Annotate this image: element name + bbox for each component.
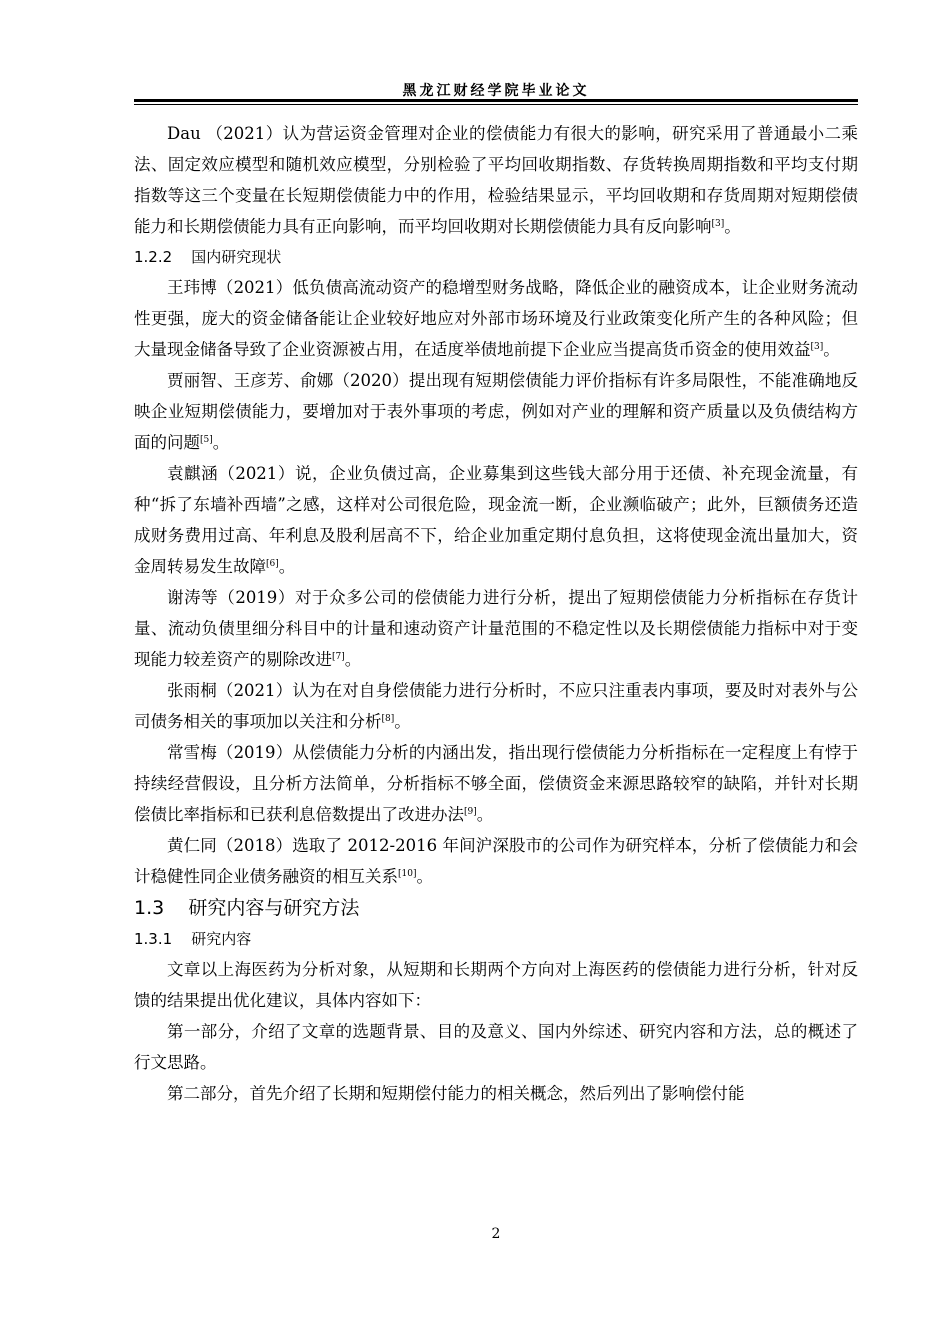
paragraph-text: 谢涛等（2019）对于众多公司的偿债能力进行分析，提出了短期偿债能力分析指标在存货计量、流动负债里细分科目中的计量和速动资产计量范围的不稳定性以及长期偿债能力指标中对于变现能力较差资产的剔除改进 bbox=[134, 588, 858, 669]
heading-number: 1.3 bbox=[134, 897, 165, 919]
subsection-heading-1-3-1 bbox=[134, 924, 858, 954]
paragraph-zhang: 张雨桐（2021）认为在对自身偿债能力进行分析时，不应只注重表内事项，要及时对表外与公司债务相关的事项加以关注和分析[8]。 bbox=[134, 681, 858, 731]
heading-number: 1.2.2 bbox=[134, 248, 173, 266]
citation-ref: [10] bbox=[398, 869, 417, 879]
subsection-heading-1-2-2 bbox=[134, 242, 858, 272]
citation-ref: [9] bbox=[464, 807, 477, 817]
paragraph-wang: 王玮博（2021）低负债高流动资产的稳增型财务战略，降低企业的融资成本，让企业财务流动性更强，庞大的资金储备能让企业较好地应对外部市场环境及行业政策变化所产生的各种风险；但大量现金储备导致了企业资源被占用，在适度举债地前提下企业应当提高货币资金的使用效益[3]。 bbox=[134, 278, 858, 359]
citation-ref: [6] bbox=[266, 559, 279, 569]
heading-title: 国内研究现状 bbox=[191, 248, 282, 266]
citation-ref: [3] bbox=[711, 219, 725, 229]
page-header-title: 黑龙江财经学院毕业论文 bbox=[402, 83, 590, 99]
paragraph-text: Dau （2021）认为营运资金管理对企业的偿债能力有很大的影响，研究采用了普通最小二乘法、固定效应模型和随机效应模型，分别检验了平均回收期指数、存货转换周期指数和平均支付期指数等这三个变量在长短期偿债能力中的作用，检验结果显示，平均回收期和存货周期对短期偿债能力和长期偿债能力具有正向影响，而平均回收期对长期偿债能力具有反向影响 bbox=[134, 124, 858, 236]
paragraph-text: 贾丽智、王彦芳、俞娜（2020）提出现有短期偿债能力评价指标有许多局限性，不能准确地反映企业短期偿债能力，要增加对于表外事项的考虑，例如对产业的理解和资产质量以及负债结构方面的问题 bbox=[134, 371, 858, 452]
header-rule-thick bbox=[134, 99, 858, 102]
heading-number: 1.3.1 bbox=[134, 930, 173, 948]
paragraph-part-two: 第二部分，首先介绍了长期和短期偿付能力的相关概念，然后列出了影响偿付能 bbox=[167, 1084, 745, 1103]
heading-title: 研究内容与研究方法 bbox=[188, 897, 360, 919]
paragraph-huang: 黄仁同（2018）选取了 2012-2016 年间沪深股市的公司作为研究样本，分析了偿债能力和会计稳健性同企业债务融资的相互关系[10]。 bbox=[134, 836, 858, 886]
paragraph-text: 黄仁同（2018）选取了 2012-2016 年间沪深股市的公司作为研究样本，分析了偿债能力和会计稳健性同企业债务融资的相互关系 bbox=[134, 836, 858, 886]
paragraph-yuan: 袁麒涵（2021）说，企业负债过高，企业募集到这些钱大部分用于还债、补充现金流量，有种“拆了东墙补西墙”之感，这样对公司很危险，现金流一断，企业濒临破产；此外，巨额债务还造成财务费用过高、年利息及股利居高不下，给企业加重定期付息负担，这将使现金流出量加大，资金周转易发生故障[6]。 bbox=[134, 464, 858, 576]
document-body bbox=[134, 118, 858, 1109]
section-heading-1-3 bbox=[134, 892, 858, 924]
paragraph-chang: 常雪梅（2019）从偿债能力分析的内涵出发，指出现行偿债能力分析指标在一定程度上有悖于持续经营假设，且分析方法简单，分析指标不够全面，偿债资金来源思路较窄的缺陷，并针对长期偿债比率指标和已获利息倍数提出了改进办法[9]。 bbox=[134, 743, 858, 824]
paragraph-text: 袁麒涵（2021）说，企业负债过高，企业募集到这些钱大部分用于还债、补充现金流量，有种“拆了东墙补西墙”之感，这样对公司很危险，现金流一断，企业濒临破产；此外，巨额债务还造成财务费用过高、年利息及股利居高不下，给企业加重定期付息负担，这将使现金流出量加大，资金周转易发生故障 bbox=[134, 464, 858, 576]
citation-ref: [7] bbox=[332, 652, 345, 662]
paragraph-dau: Dau （2021）认为营运资金管理对企业的偿债能力有很大的影响，研究采用了普通最小二乘法、固定效应模型和随机效应模型，分别检验了平均回收期指数、存货转换周期指数和平均支付期指数等这三个变量在长短期偿债能力中的作用，检验结果显示，平均回收期和存货周期对短期偿债能力和长期偿债能力具有正向影响，而平均回收期对长期偿债能力具有反向影响[3]。 bbox=[134, 124, 858, 236]
page-number: 2 bbox=[491, 1226, 501, 1242]
paragraph-research-content: 文章以上海医药为分析对象，从短期和长期两个方向对上海医药的偿债能力进行分析，针对反馈的结果提出优化建议，具体内容如下： bbox=[134, 960, 858, 1010]
paragraph-text: 王玮博（2021）低负债高流动资产的稳增型财务战略，降低企业的融资成本，让企业财务流动性更强，庞大的资金储备能让企业较好地应对外部市场环境及行业政策变化所产生的各种风险；但大量现金储备导致了企业资源被占用，在适度举债地前提下企业应当提高货币资金的使用效益 bbox=[134, 278, 858, 359]
header-rule-thin bbox=[134, 104, 858, 105]
paragraph-text: 张雨桐（2021）认为在对自身偿债能力进行分析时，不应只注重表内事项，要及时对表外与公司债务相关的事项加以关注和分析 bbox=[134, 681, 858, 731]
paragraph-jia: 贾丽智、王彦芳、俞娜（2020）提出现有短期偿债能力评价指标有许多局限性，不能准确地反映企业短期偿债能力，要增加对于表外事项的考虑，例如对产业的理解和资产质量以及负债结构方面的问题[5]。 bbox=[134, 371, 858, 452]
citation-ref: [3] bbox=[810, 342, 824, 352]
citation-ref: [5] bbox=[200, 435, 213, 445]
paragraph-part-one: 第一部分，介绍了文章的选题背景、目的及意义、国内外综述、研究内容和方法，总的概述了行文思路。 bbox=[134, 1022, 858, 1072]
citation-ref: [8] bbox=[381, 714, 395, 724]
paragraph-text: 常雪梅（2019）从偿债能力分析的内涵出发，指出现行偿债能力分析指标在一定程度上有悖于持续经营假设，且分析方法简单，分析指标不够全面，偿债资金来源思路较窄的缺陷，并针对长期偿债比率指标和已获利息倍数提出了改进办法 bbox=[134, 743, 858, 824]
paragraph-xie: 谢涛等（2019）对于众多公司的偿债能力进行分析，提出了短期偿债能力分析指标在存货计量、流动负债里细分科目中的计量和速动资产计量范围的不稳定性以及长期偿债能力指标中对于变现能力较差资产的剔除改进[7]。 bbox=[134, 588, 858, 669]
heading-title: 研究内容 bbox=[191, 930, 252, 948]
